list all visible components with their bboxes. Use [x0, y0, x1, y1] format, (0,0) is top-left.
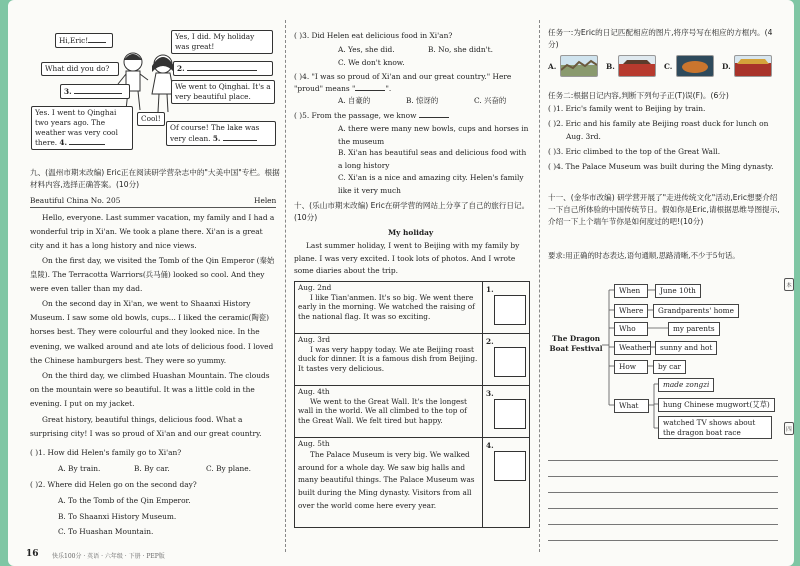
mind-map-value-weather: sunny and hot — [655, 341, 717, 355]
mind-map-key-where: Where — [614, 304, 648, 318]
speech-bubble-2: Yes, I did. My holiday was great! — [171, 30, 273, 54]
writing-line[interactable] — [548, 508, 778, 509]
speech-bubble-9: Of course! The lake was very clean. 5. — [166, 121, 276, 146]
side-tab-marker-2: 四 — [784, 422, 794, 435]
question-1-option-c[interactable]: C. By plane. — [206, 464, 252, 473]
picture-label-c: C. — [664, 62, 673, 71]
question-2-option-b[interactable]: B. To Shaanxi History Museum. — [58, 512, 177, 521]
picture-label-d: D. — [722, 62, 731, 71]
question-4-option-b[interactable]: B. 惊讶的 — [406, 96, 439, 105]
question-5-option-b[interactable]: B. Xi'an has beautiful seas and delicious food with a long history — [338, 148, 527, 170]
question-3-option-a[interactable]: A. Yes, she did. — [338, 45, 395, 54]
diary-entry-number: 2. — [486, 337, 494, 346]
mind-map-key-weather: Weather — [614, 341, 651, 355]
page-footer: 快乐100分 · 英语 · 六年级 · 下册 · PEP版 — [52, 553, 165, 560]
mind-map-value-what-1: made zongzi — [658, 378, 714, 392]
diary-date: Aug. 4th — [298, 387, 330, 396]
speech-bubble-6: We went to Qinghai. It's a very beautiful place. — [171, 80, 275, 104]
question-5-option-a[interactable]: A. there were many new bowls, cups and horses in the museum — [338, 124, 529, 146]
page-number: 16 — [26, 549, 39, 559]
mind-map-value-what-2: hung Chinese mugwort(艾草) — [658, 398, 775, 412]
diary-date: Aug. 3rd — [298, 335, 331, 344]
writing-line[interactable] — [548, 476, 778, 477]
true-false-item-4: ( )4. The Palace Museum was built during the Ming dynasty. — [548, 162, 774, 171]
writing-requirement: 要求:用正确的时态表达,语句通顺,思路清晰,不少于5句话。 — [548, 251, 740, 260]
question-5: ( )5. From the passage, we know — [294, 110, 449, 121]
true-false-item-2: ( )2. Eric and his family ate Beijing roast duck for lunch on Aug. 3rd. — [548, 119, 769, 141]
diary-entry-number: 4. — [486, 441, 494, 450]
diary-title: My holiday — [388, 228, 434, 237]
question-4: ( )4. "I was so proud of Xi'an and our great country." Here "proud" means " ". — [294, 72, 512, 93]
question-1-option-a[interactable]: A. By train. — [58, 464, 101, 473]
diary-text: I was very happy today. We ate Beijing roast duck for dinner. It is a famous dish from Beijing. It tastes very delicious. — [298, 344, 478, 374]
mind-map-center: The Dragon Boat Festival — [549, 334, 603, 353]
mind-map-key-what: What — [614, 399, 649, 413]
task-1-title: 任务一:为Eric的日记匹配相应的图片,将序号写在相应的方框内。(4分) — [548, 28, 773, 49]
question-4-option-a[interactable]: A. 自豪的 — [338, 96, 371, 105]
diary-entry-number: 3. — [486, 389, 494, 398]
question-3-option-c[interactable]: C. We don't know. — [338, 58, 405, 67]
true-false-item-1: ( )1. Eric's family went to Beijing by train. — [548, 104, 706, 113]
writing-line[interactable] — [548, 524, 778, 525]
mind-map-key-who: Who — [614, 322, 648, 336]
mind-map-value-how: by car — [653, 360, 686, 374]
section-10-title: 十、(乐山市期末改编) Eric在研学营的网站上分享了自己的旅行日记。(10分) — [294, 201, 530, 222]
mind-map-key-how: How — [614, 360, 648, 374]
diary-intro: Last summer holiday, I went to Beijing with my family by plane. I was very excited. I took lots of photos. And I wrote some diaries about the trip. — [294, 241, 520, 276]
magazine-name: Beautiful China No. 205 — [30, 196, 121, 205]
question-1: ( )1. How did Helen's family go to Xi'an? — [30, 448, 182, 457]
speech-bubble-5: 3. — [60, 84, 130, 99]
question-4-option-c[interactable]: C. 兴奋的 — [474, 96, 507, 105]
speech-bubble-4: 2. — [173, 61, 273, 76]
passage-paragraph-3: On the second day in Xi'an, we went to Shaanxi History Museum. I saw some old bowls, cups... I liked the ceramic(陶瓷) horses best. They were colourful and they looked nice. In the evening, we walked around and ate lots of delicious food. I loved the Chinese hamburgers best. They were so yummy. — [30, 299, 274, 365]
question-3-option-b[interactable]: B. No, she didn't. — [428, 45, 493, 54]
picture-label-a: A. — [548, 62, 557, 71]
passage-paragraph-4: On the third day, we climbed Huashan Mountain. The clouds on the mountain were so beautiful. It was a little cold in the evening. I put on my jacket. — [30, 371, 270, 409]
worksheet-page — [8, 0, 794, 566]
magazine-author: Helen — [254, 196, 277, 205]
mind-map-value-when: June 10th — [655, 284, 701, 298]
mind-map-key-when: When — [614, 284, 648, 298]
side-tab-marker: 本 — [784, 278, 794, 291]
true-false-item-3: ( )3. Eric climbed to the top of the Great Wall. — [548, 147, 721, 156]
section-11-title: 十一、(金华市改编) 研学营开展了"走进传统文化"活动,Eric想要介绍一下自己所体验的中国传统节日。假如你是Eric,请根据思维导图提示,介绍一下上个端午节你是如何度过的吧!(10分) — [548, 193, 780, 226]
speech-bubble-1: Hi,Eric! — [55, 33, 113, 48]
passage-paragraph-5: Great history, beautiful things, delicious food. What a surprising city! I was so proud of Xi'an and our great country. — [30, 415, 262, 439]
question-2-option-a[interactable]: A. To the Tomb of the Qin Emperor. — [58, 496, 191, 505]
section-9-title: 九、(温州市期末改编) Eric正在阅读研学营杂志中的"大美中国"专栏。根据材料内容,选择正确答案。(10分) — [30, 168, 280, 189]
speech-bubble-7: Yes. I went to Qinghai two years ago. The weather was very cool there. 4. — [31, 106, 133, 150]
diary-entry-number: 1. — [486, 285, 494, 294]
task-2-title: 任务二:根据日记内容,判断下列句子正(T)误(F)。(6分) — [548, 91, 729, 100]
mind-map-value-who: my parents — [668, 322, 720, 336]
question-5-option-c[interactable]: C. Xi'an is a nice and amazing city. Helen's family like it very much — [338, 173, 524, 195]
writing-line[interactable] — [548, 492, 778, 493]
mind-map-connectors — [8, 0, 794, 566]
question-2: ( )2. Where did Helen go on the second day? — [30, 480, 197, 489]
diary-text: I like Tian'anmen. It's so big. We went there early in the morning. We watched the raising of the national flag. It was so exciting. — [298, 292, 475, 322]
mind-map-value-what-3: watched TV shows about the dragon boat race — [658, 416, 772, 439]
diary-text: The Palace Museum is very big. We walked around for a whole day. We saw big halls and many beautiful things. The Palace Museum was built during the Ming dynasty. Visitors from all over the world come here every year. — [298, 449, 475, 510]
question-2-option-c[interactable]: C. To Huashan Mountain. — [58, 527, 154, 536]
passage-paragraph-1: Hello, everyone. Last summer vacation, my family and I had a wonderful trip in Xi'an. We took a plane there. Xi'an is a great city and it has a long history and nice views. — [30, 213, 275, 251]
passage-paragraph-2: On the first day, we visited the Tomb of the Qin Emperor (秦始皇陵). The Terracotta Warriors(兵马俑) looked so cool. And they were even taller than my dad. — [30, 256, 275, 294]
mind-map-value-where: Grandparents' home — [653, 304, 739, 318]
diary-date: Aug. 5th — [298, 439, 330, 448]
speech-bubble-8: Cool! — [137, 112, 165, 126]
writing-line[interactable] — [548, 540, 778, 541]
diary-date: Aug. 2nd — [298, 283, 332, 292]
question-3: ( )3. Did Helen eat delicious food in Xi'an? — [294, 31, 453, 40]
speech-bubble-3: What did you do? — [41, 62, 119, 76]
picture-label-b: B. — [606, 62, 615, 71]
writing-line[interactable] — [548, 460, 778, 461]
question-1-option-b[interactable]: B. By car. — [134, 464, 170, 473]
diary-text: We went to the Great Wall. It's the longest wall in the world. We all climbed to the top of the Great Wall. We felt tired but happy. — [298, 396, 467, 426]
